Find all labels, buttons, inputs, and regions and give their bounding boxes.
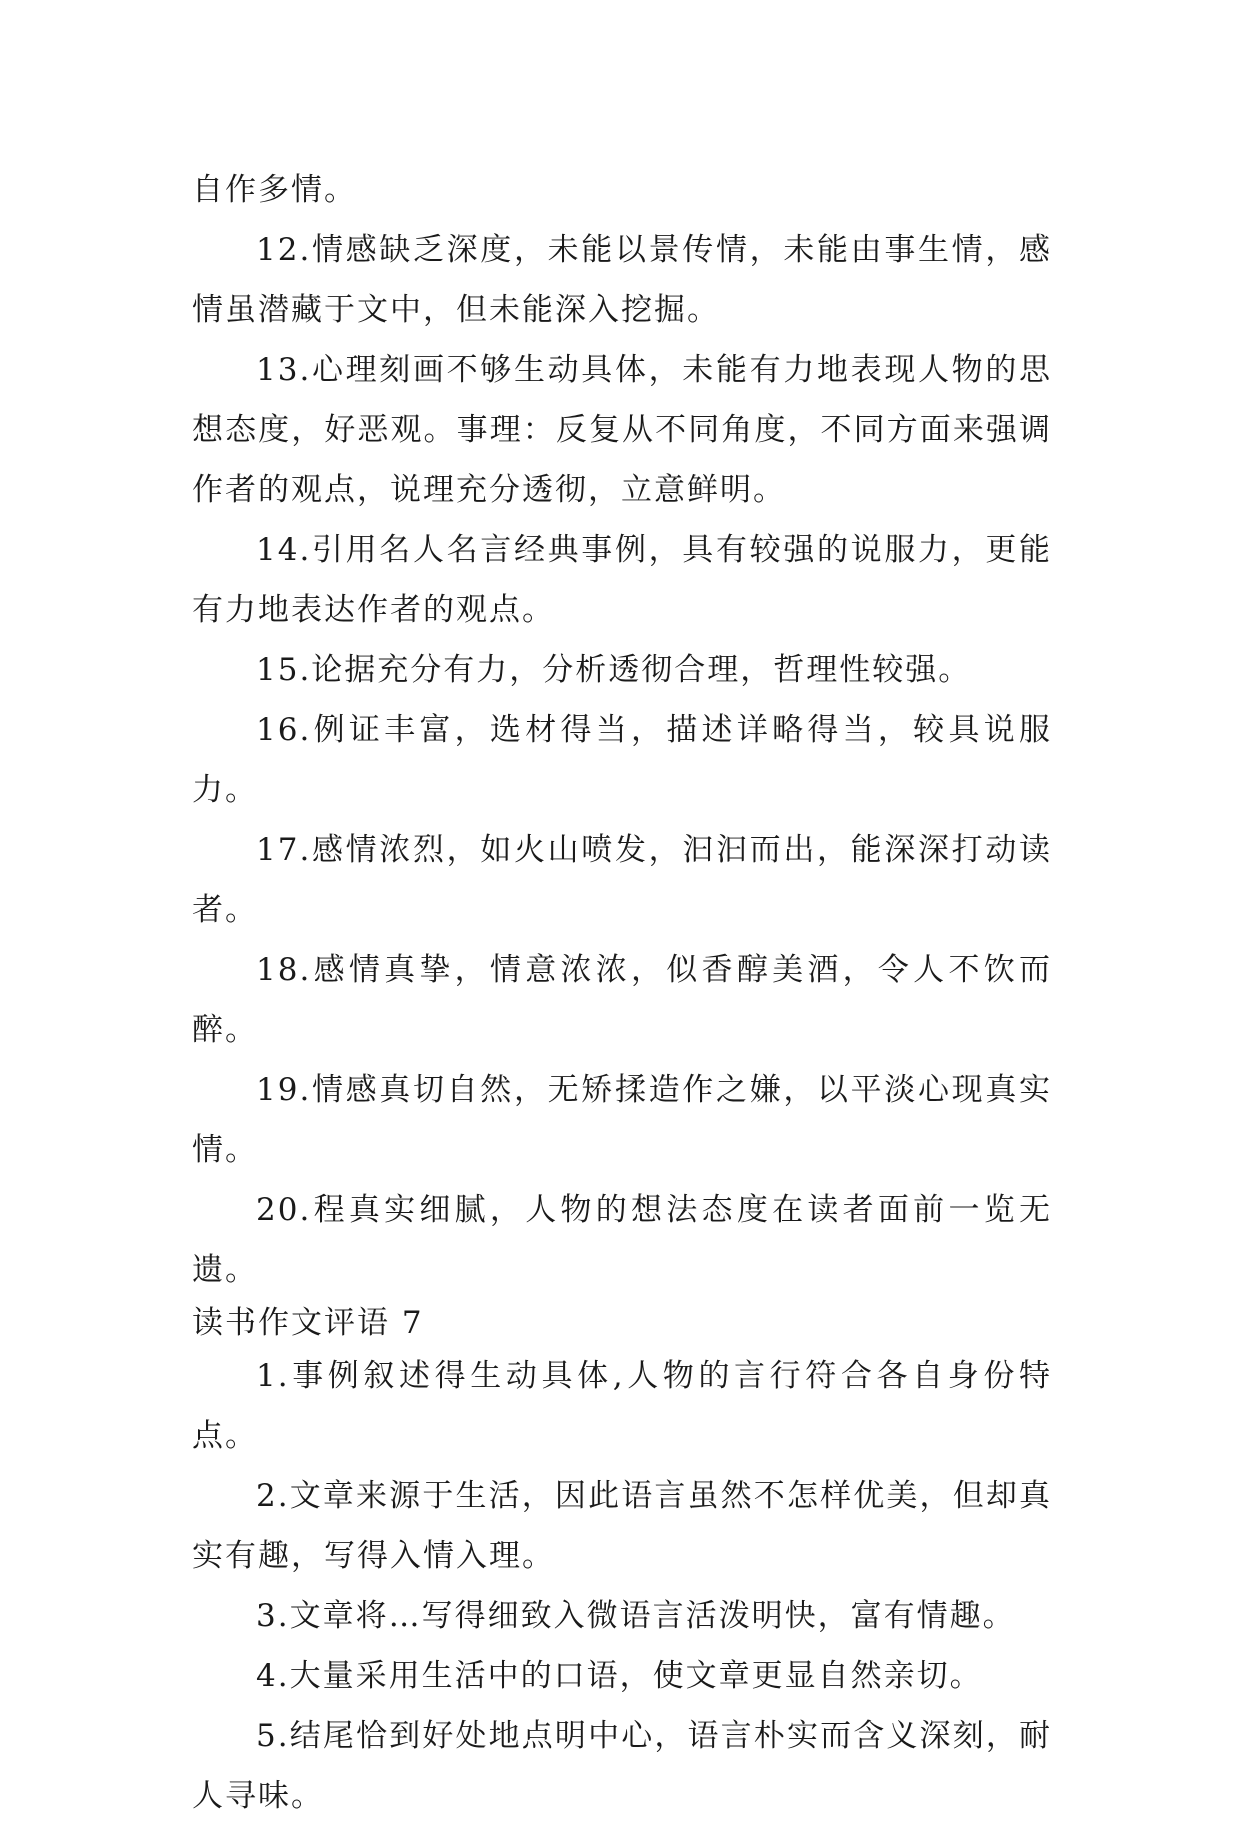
comment-item-17: 17.感情浓烈，如火山喷发，汩汩而出，能深深打动读者。	[192, 832, 1052, 928]
comment-item-16: 16.例证丰富，选材得当，描述详略得当，较具说服力。	[192, 712, 1052, 808]
comment-item-18: 18.感情真挚，情意浓浓，似香醇美酒，令人不饮而醉。	[192, 952, 1052, 1048]
comment-item-20: 20.程真实细腻，人物的想法态度在读者面前一览无遗。	[192, 1192, 1052, 1288]
section-heading: 读书作文评语 7	[192, 1305, 424, 1341]
comment-item-3: 3.文章将…写得细致入微语言活泼明快，富有情趣。	[256, 1598, 1016, 1634]
comment-item-5: 5.结尾恰到好处地点明中心，语言朴实而含义深刻，耐人寻味。	[192, 1718, 1052, 1814]
document-body	[192, 160, 1052, 1826]
comment-item-14: 14.引用名人名言经典事例，具有较强的说服力，更能有力地表达作者的观点。	[192, 532, 1052, 628]
paragraph-continuation: 自作多情。	[192, 172, 357, 208]
comment-item-1: 1.事例叙述得生动具体,人物的言行符合各自身份特点。	[192, 1358, 1052, 1454]
comment-item-4: 4.大量采用生活中的口语，使文章更显自然亲切。	[256, 1658, 983, 1694]
comment-item-2: 2.文章来源于生活，因此语言虽然不怎样优美，但却真实有趣，写得入情入理。	[192, 1478, 1052, 1574]
comment-item-19: 19.情感真切自然，无矫揉造作之嫌，以平淡心现真实情。	[192, 1072, 1052, 1168]
comment-item-13: 13.心理刻画不够生动具体，未能有力地表现人物的思想态度，好恶观。事理：反复从不同角度，不同方面来强调作者的观点，说理充分透彻，立意鲜明。	[192, 352, 1052, 508]
comment-item-12: 12.情感缺乏深度，未能以景传情，未能由事生情，感情虽潜藏于文中，但未能深入挖掘。	[192, 232, 1052, 328]
comment-item-15: 15.论据充分有力，分析透彻合理，哲理性较强。	[256, 652, 972, 688]
